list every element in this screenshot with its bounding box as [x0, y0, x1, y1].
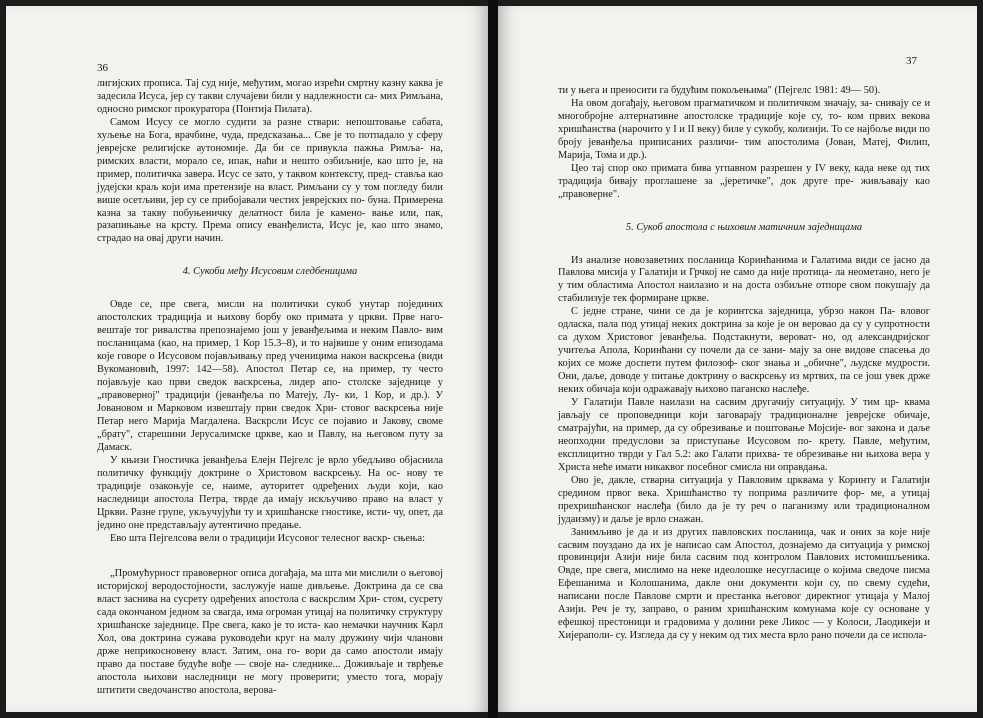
paragraph: У Галатији Павле наилази на сасвим другачију ситуацију. У тим цр- квама јављају се проповедници који заговарају традиционалне јеврејске обичаје, сматрајући, на пример, да су обрезивање и поштовање Мојсије- вог закона и даље неопходни предуслови за приступање Исусовом по- крету. Павле, међутим, експлицитно тврди у Гал 5.2: ако Галати прихва- те обрезивање ни њихова вера у Христа неће имати никаквог посебног смисла ни оправдања. [558, 397, 930, 473]
paragraph: На овом догађају, његовом прагматичком и политичком значају, за- снивају се и многобројне алтернативне апостолске традиције које су, то- ком првих векова хришћанства (нарочито у I и II веку) биле у сукобу, колизији. То се најбоље види по броју јеванђеља приписаних различи- тим апостолима (Јован, Матеј, Филип, Марија, Тома и др.). [558, 97, 930, 161]
paragraph: У књизи Гностичка јеванђеља Елејн Пејгелс је врло убедљиво објаснила политичку функцију доктрине о Христовом васкрсењу. На ос- нову те традиције озакоњује се, наиме, ауторитет одређених људи који, као наследници апостола Петра, тврде да имају искључиво право на власт у Цркви. Разне групе, укључујући ту и хришћанске гностике, исти- чу, опет, да једино оне представљају аутентично предање. [97, 454, 443, 531]
paragraph: С једне стране, чини се да је коринтска заједница, убрзо након Па- вловог одласка, пала под утицај неких доктрина за које је он веровао да су у супротности са духом Христовог јеванђеља. Подстакнути, вероват- но, од александријског учитеља Апола, Коринћани су почели да се зани- мају за оне видове спасења до којих се може доспети путем филозоф- ског знања и „обичне", људске мудрости. Они, даље, доводе у питање доктрину о васкрсењу из мртвих, па се још увек држе неких обичаја који одражавају њихово паганско наслеђе. [558, 306, 930, 396]
paragraph: лигијских прописа. Тај суд није, међутим, могао изрећи смртну казну каква је задесила Исуса, јер су такви случајеви били у надлежности са- мих Римљана, односно римског прокуратора (Понтија Пилата). [97, 78, 443, 115]
spacer [97, 556, 443, 558]
text-column [558, 85, 930, 643]
right-page [498, 6, 977, 712]
paragraph: Овде се, пре свега, мисли на политички сукоб унутар појединих апостолских традиција и њихову борбу око примата у цркви. Прве наго- вештаје тог ривалства препознајемо још у јеванђељима и неким Павло- вим посланицама (као, на пример, 1 Кор 15.3–8), и то највише у оним епизодама које говоре о Исусовом појављивању пред ученицима након васкрсења (види Вукомановић, 1997: 142—58). Апостол Петар се, на пример, ту често појављује као први сведок васкрсења, лидер апо- столске заједнице у „правоверној" традицији (јеванђеља по Матеју, Лу- ки, 1 Кор, и др.). У Јовановом и Марковом извештају први сведок Хри- стовог васкрсења није Петар него Марија Магдалена. Васкрсли Исус се појавио и Јакову, своме „брату", старешини Јерусалимске цркве, као и Павлу, на његовом путу за Дамаск. [97, 299, 443, 453]
book-gutter [488, 0, 498, 718]
block-quote: „Промућурност правоверног описа догађаја, ма шта ми мислили о његовој историјској веродостојности, заслужује наше дивљење. Доктрина да се сва власт заснива на сусрету одређених апостола с васкрслим Хри- стом, сусрету сада окончаном једном за свагда, има огроман утицај на политичку структуру хришћанске заједнице. Пре свега, како је то иста- као немачки научник Карл Хол, ова доктрина сужава руководећи круг на малу дружину чији чланови држе неприкосновену власт. Затим, она го- вори да само апостоли имају право да поставе будуће вође — своје на- следнике... Доживљаје и тврђење апостола њихови наследници не могу проверити; уместо тога, морају штитити сведочанство апостола, верова- [97, 568, 443, 696]
text-column [97, 78, 443, 698]
section-heading: 5. Сукоб апостола с њиховим матичним заједницама [625, 221, 863, 233]
paragraph: Занимљиво је да и из других павловских посланица, чак и оних за које није сасвим поуздано да их је написао сам Апостол, дознајемо да ситуација у римској провинцији Азији није била сасвим под контролом Павлових истомишљеника. Овде, пре свега, мислимо на неке идеолошке несугласице о којима сведоче писма Ефешанима и Колошанима, дакле они документи који су, по свему судећи, написани после Павлове смрти и престанка његовог директног утицаја у Малој Азији. Реч је ту, заправо, о раним хришћанским комунама које су основане у ефешкој престоници и градовима у долини реке Ликос — у Колоси, Лаодикеји и Хијерапoли- су. Изгледа да су у неким од тих места врло рано почели да се испола- [558, 526, 930, 642]
left-page [6, 6, 488, 712]
paragraph: Ево шта Пејгелсова вели о традицији Исусовог телесног васкр- сњења: [110, 532, 425, 544]
paragraph: Из анализе новозаветних посланица Коринћанима и Галатима види се јасно да Павлова мисија у Галатији и Грчкој не само да није протица- ла неометано, него је у тим областима Апостол наилазио и на доста озбиљне отпоре свом покушају да стабилизује тек формиране цркве. [558, 254, 930, 305]
paragraph: Цео тај спор око примата бива угпавном разрешен у IV веку, када неке од тих традиција бивају проглашене за „јеретичке", док друге пре- живљавају као „правоверне". [558, 162, 930, 200]
page-number: 36 [97, 62, 108, 74]
paragraph: Самом Исусу се могло судити за разне ствари: непоштовање сабата, хуљење на Бога, врачбине, чуда, предсказања... Све је то потпадало у сферу јеврејске религијске аутономије. Да би се привукла пажња Римља- на, римских власти, морало се, ипак, наћи и нешто озбиљније, као што је, на пример, политичка завера. Исус се зато, у таквом контексту, пред- ставља као јудејски краљ који има претензије на власт. Римљани су у том погледу били више осетљиви, јер су се прибојавали честих јеврејских по- буна. Примерена казна за такву побуњеничку делатност била је камено- вање или, пак, разапињање на крсту. Према опису еванђелиста, Исус је, као што знамо, страдао на овај други начин. [97, 116, 443, 245]
paragraph: Ово је, дакле, стварна ситуација у Павловим црквама у Коринту и Галатији средином првог века. Хришћанство ту поприма различите фор- ме, а утицај прехришћанског наслеђа (било да је ту реч о паганизму или традиционалном јудаизму) и даље је врло снажан. [558, 474, 930, 525]
paragraph: ти у њега и преносити га будућим покољењима" (Пејгелс 1981: 49— 50). [558, 85, 881, 96]
page-number: 37 [906, 55, 917, 67]
section-heading: 4. Сукоби међу Исусовим следбеницима [182, 266, 358, 278]
